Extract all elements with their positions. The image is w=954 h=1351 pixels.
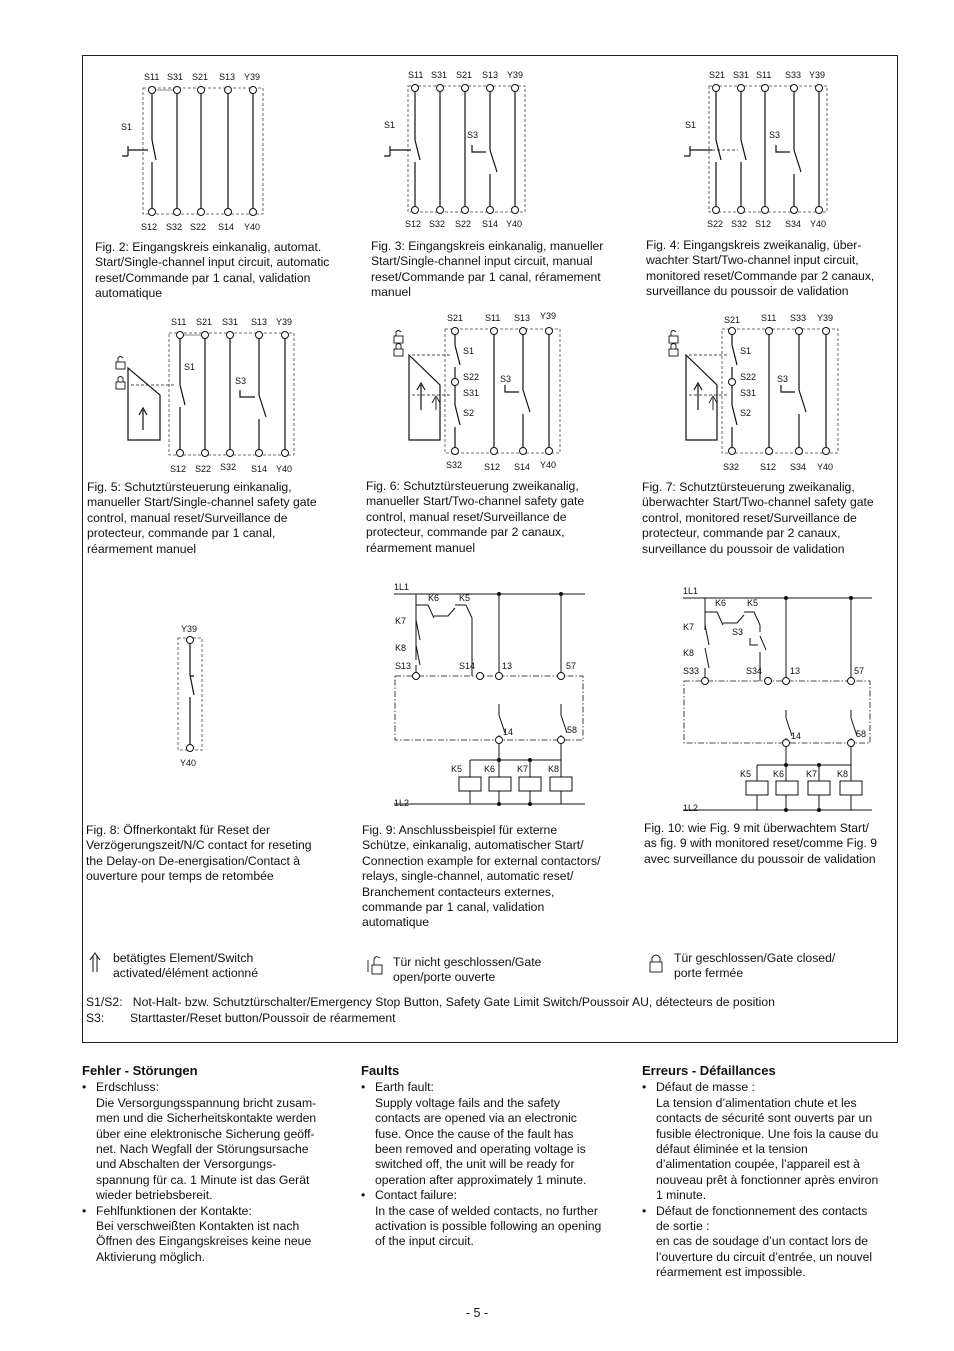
svg-text:S31: S31 — [431, 70, 448, 80]
list-item: • Défaut de fonctionnement des contacts de sortie : en cas de soudage d’un contact lors de l’ouverture du circuit d’entrée, un nouvel réarmement est impossible. — [642, 1204, 902, 1281]
faults-title-de: Fehler - Störungen — [82, 1063, 198, 1078]
legend-s3-text: Starttaster/Reset button/Poussoir de réarmement — [130, 1011, 396, 1025]
fig2-s1-label: S1 — [121, 122, 133, 132]
svg-text:K8: K8 — [395, 643, 407, 653]
lock-icon — [669, 331, 678, 357]
svg-text:S14: S14 — [459, 661, 476, 671]
svg-text:Y39: Y39 — [507, 70, 524, 80]
svg-text:S31: S31 — [733, 70, 750, 80]
svg-text:S3: S3 — [467, 130, 479, 140]
svg-text:S1: S1 — [184, 362, 196, 372]
fig10-caption: Fig. 10: wie Fig. 9 mit überwachtem Start/ as fig. 9 with monitored reset/comme Fig. 9 avec surveillance du poussoir de validation — [644, 821, 878, 866]
fig7-circuit — [669, 313, 838, 472]
svg-text:S14: S14 — [482, 219, 499, 229]
svg-text:S34: S34 — [746, 666, 763, 676]
svg-text:Y39: Y39 — [276, 317, 293, 327]
svg-text:K7: K7 — [395, 616, 407, 626]
svg-text:S34: S34 — [785, 219, 802, 229]
svg-text:K5: K5 — [747, 598, 759, 608]
svg-text:S32: S32 — [723, 462, 740, 472]
page-number: - 5 - — [465, 1306, 489, 1320]
fig8-caption: Fig. 8: Öffnerkontakt für Reset der Verzögerungszeit/N/C contact for reseting the Delay-on De-energisation/Contact à ouverture pour temps de retombée — [86, 823, 312, 884]
svg-text:S3: S3 — [769, 130, 781, 140]
svg-text:Y40: Y40 — [276, 464, 293, 474]
fig2-bot-label: S22 — [190, 222, 207, 232]
list-item: • Fehlfunktionen der Kontakte: Bei verschweißten Kontakten ist nach Öffnen des Eingangskreises keine neue Aktivierung möglich. — [82, 1204, 342, 1266]
fig2-top-label: S21 — [192, 72, 209, 82]
list-item: • Contact failure: In the case of welded contacts, no further activation is possible following an opening of the input circuit. — [361, 1188, 621, 1250]
arrow-up-icon — [90, 953, 100, 972]
svg-text:S21: S21 — [456, 70, 473, 80]
legend-s3-key: S3: — [86, 1011, 105, 1025]
svg-text:Y40: Y40 — [180, 758, 197, 768]
svg-text:58: 58 — [856, 729, 867, 739]
svg-text:S2: S2 — [740, 408, 752, 418]
svg-text:S14: S14 — [251, 464, 268, 474]
svg-text:S13: S13 — [395, 661, 412, 671]
svg-text:S1: S1 — [685, 120, 697, 130]
svg-text:Y40: Y40 — [506, 219, 523, 229]
svg-text:S1: S1 — [740, 346, 752, 356]
svg-text:K8: K8 — [548, 764, 560, 774]
fig2-top-label: S13 — [219, 72, 236, 82]
fig9-caption: Fig. 9: Anschlussbeispiel für externe Schütze, einkanalig, automatischer Start/ Connection example for external contactors/ relays, single-channel, automatic reset/ Branchement contacteurs externes, commande par 1 canal, validation automatique — [362, 823, 601, 930]
svg-text:S3: S3 — [777, 374, 789, 384]
svg-text:S32: S32 — [220, 462, 237, 472]
faults-title-en: Faults — [361, 1063, 400, 1078]
svg-text:S32: S32 — [446, 460, 463, 470]
svg-text:K8: K8 — [683, 648, 695, 658]
svg-text:Y39: Y39 — [809, 70, 826, 80]
svg-text:K7: K7 — [517, 764, 529, 774]
svg-text:1L2: 1L2 — [683, 803, 699, 813]
svg-text:Y40: Y40 — [540, 460, 557, 470]
svg-text:S31: S31 — [463, 388, 480, 398]
legend-gate-closed: Tür geschlossen/Gate closed/ porte fermée — [674, 951, 836, 981]
svg-text:S22: S22 — [195, 464, 212, 474]
svg-text:S11: S11 — [408, 70, 424, 80]
svg-text:14: 14 — [503, 727, 514, 737]
lock-icon — [394, 331, 403, 357]
faults-section-de — [82, 1063, 342, 1265]
fig7-caption: Fig. 7: Schutztürsteuerung zweikanalig, überwachter Start/Two-channel safety gate control, monitored reset/Surveillance de protecteur, commande par 2 canaux, surveillance du poussoir de validation — [642, 480, 874, 556]
svg-text:S12: S12 — [484, 462, 501, 472]
svg-text:S21: S21 — [447, 313, 464, 323]
fig4-caption: Fig. 4: Eingangskreis zweikanalig, über- wachter Start/Two-channel input circuit, monitored reset/Commande par 2 canaux, surveillance du poussoir de validation — [646, 238, 875, 299]
svg-text:S2: S2 — [463, 408, 475, 418]
svg-text:S11: S11 — [756, 70, 772, 80]
svg-text:S33: S33 — [683, 666, 700, 676]
svg-text:S22: S22 — [707, 219, 724, 229]
fig5-circuit — [116, 317, 294, 474]
legend-s1s2 — [86, 995, 775, 1010]
svg-text:K7: K7 — [806, 769, 818, 779]
faults-section-en — [361, 1063, 621, 1250]
svg-text:1L1: 1L1 — [394, 582, 410, 592]
fig2-top-label: S11 — [144, 72, 160, 82]
svg-text:S31: S31 — [740, 388, 757, 398]
svg-text:S21: S21 — [196, 317, 213, 327]
svg-text:57: 57 — [854, 666, 865, 676]
svg-text:K8: K8 — [837, 769, 849, 779]
svg-text:14: 14 — [791, 731, 802, 741]
fig8-circuit — [178, 624, 202, 768]
svg-text:Y40: Y40 — [810, 219, 827, 229]
legend-gate-open: Tür nicht geschlossen/Gate open/porte ouverte — [393, 955, 542, 985]
svg-text:S12: S12 — [170, 464, 187, 474]
svg-text:S21: S21 — [724, 315, 741, 325]
svg-text:1L1: 1L1 — [683, 586, 699, 596]
fig2-bot-label: S32 — [166, 222, 183, 232]
svg-text:Y39: Y39 — [540, 311, 557, 321]
fig5-caption: Fig. 5: Schutztürsteuerung einkanalig, manueller Start/Single-channel safety gate control, manual reset/Surveillance de protecteur, commande par 1 canal, réarmement manuel — [87, 480, 317, 556]
svg-text:S14: S14 — [514, 462, 531, 472]
svg-text:S1: S1 — [463, 346, 475, 356]
fig9-circuit — [394, 582, 585, 808]
svg-text:S11: S11 — [761, 313, 777, 323]
svg-text:K6: K6 — [428, 593, 440, 603]
fig3-caption: Fig. 3: Eingangskreis einkanalig, manueller Start/Single-channel input circuit, manual reset/Commande par 1 canal, réramement manuel — [371, 239, 604, 300]
fig2-bot-label: Y40 — [244, 222, 261, 232]
fig6-caption: Fig. 6: Schutztürsteuerung zweikanalig, manueller Start/Two-channel safety gate control, manual reset/Surveillance de protecteur, commande par 2 canaux, réarmement manuel — [366, 479, 585, 555]
faults-title-fr: Erreurs - Défaillances — [642, 1063, 776, 1078]
lock-icon — [116, 357, 125, 390]
svg-text:S3: S3 — [235, 376, 247, 386]
legend-s3 — [86, 1011, 396, 1026]
svg-text:S32: S32 — [429, 219, 446, 229]
svg-text:S21: S21 — [709, 70, 726, 80]
svg-text:S3: S3 — [500, 374, 512, 384]
svg-text:Y40: Y40 — [817, 462, 834, 472]
svg-text:S22: S22 — [740, 372, 757, 382]
svg-text:S11: S11 — [485, 313, 501, 323]
svg-text:S12: S12 — [405, 219, 422, 229]
svg-text:58: 58 — [567, 725, 578, 735]
gate-open-icon — [368, 957, 382, 974]
fig3-circuit — [384, 70, 525, 229]
svg-text:S3: S3 — [732, 627, 744, 637]
fig4-circuit — [684, 70, 827, 229]
legend-activated: betätigtes Element/Switch activated/élément actionné — [113, 951, 258, 981]
svg-text:S33: S33 — [790, 313, 807, 323]
svg-text:Y39: Y39 — [181, 624, 198, 634]
svg-text:S13: S13 — [482, 70, 499, 80]
legend-s1s2-key: S1/S2: — [86, 995, 123, 1009]
svg-text:S33: S33 — [785, 70, 802, 80]
svg-text:13: 13 — [502, 661, 513, 671]
svg-text:S12: S12 — [755, 219, 772, 229]
fig2-caption: Fig. 2: Eingangskreis einkanalig, automat. Start/Single-channel input circuit, automatic reset/Commande par 1 canal, validation automatique — [95, 240, 330, 301]
svg-text:S12: S12 — [760, 462, 777, 472]
svg-text:K5: K5 — [740, 769, 752, 779]
svg-text:S22: S22 — [463, 372, 480, 382]
fig2-top-label: Y39 — [244, 72, 261, 82]
svg-text:K6: K6 — [715, 598, 727, 608]
fig2-bot-label: S12 — [141, 222, 158, 232]
gate-closed-icon — [650, 955, 662, 972]
svg-text:S13: S13 — [514, 313, 531, 323]
svg-text:1L2: 1L2 — [394, 798, 410, 808]
fig2-bot-label: S14 — [218, 222, 235, 232]
legend-s1s2-text: Not-Halt- bzw. Schutztürschalter/Emergency Stop Button, Safety Gate Limit Switch/Poussoir AU, détecteurs de position — [132, 995, 775, 1009]
fig2-top-label: S31 — [167, 72, 184, 82]
svg-text:S1: S1 — [384, 120, 396, 130]
svg-text:S31: S31 — [222, 317, 239, 327]
svg-text:K7: K7 — [683, 622, 695, 632]
list-item: • Earth fault: Supply voltage fails and the safety contacts are opened via an electronic fuse. Once the cause of the fault has been removed and operating voltage is switched off, the unit will be ready for operation after approximately 1 minute. — [361, 1080, 621, 1188]
fig10-circuit — [683, 586, 872, 813]
svg-text:K5: K5 — [451, 764, 463, 774]
svg-text:57: 57 — [566, 661, 577, 671]
svg-text:K5: K5 — [459, 593, 471, 603]
svg-text:S13: S13 — [251, 317, 268, 327]
svg-text:S32: S32 — [731, 219, 748, 229]
svg-text:S11: S11 — [171, 317, 187, 327]
fig6-circuit — [394, 311, 560, 472]
svg-text:13: 13 — [790, 666, 801, 676]
faults-section-fr — [642, 1063, 902, 1281]
svg-text:S22: S22 — [455, 219, 472, 229]
fig2-circuit — [121, 72, 263, 232]
list-item: • Erdschluss: Die Versorgungsspannung bricht zusam- men und die Sicherheitskontakte werden über eine elektronische Sicherung geöff- net. Nach Wegfall der Störungsursache und Abschalten der Versorgungs- spannung für ca. 1 Minute ist das Gerät wieder betriebsbereit. — [82, 1080, 342, 1203]
svg-text:K6: K6 — [773, 769, 785, 779]
svg-text:Y39: Y39 — [817, 313, 834, 323]
svg-text:K6: K6 — [484, 764, 496, 774]
list-item: • Défaut de masse : La tension d’alimentation chute et les contacts de sécurité sont ouverts par un fusible électronique. Une fois la cause du défaut éliminée et la tension d’alimentation coupée, l’appareil est à nouveau prêt à fonctionner après environ 1 minute. — [642, 1080, 902, 1203]
svg-text:S34: S34 — [790, 462, 807, 472]
